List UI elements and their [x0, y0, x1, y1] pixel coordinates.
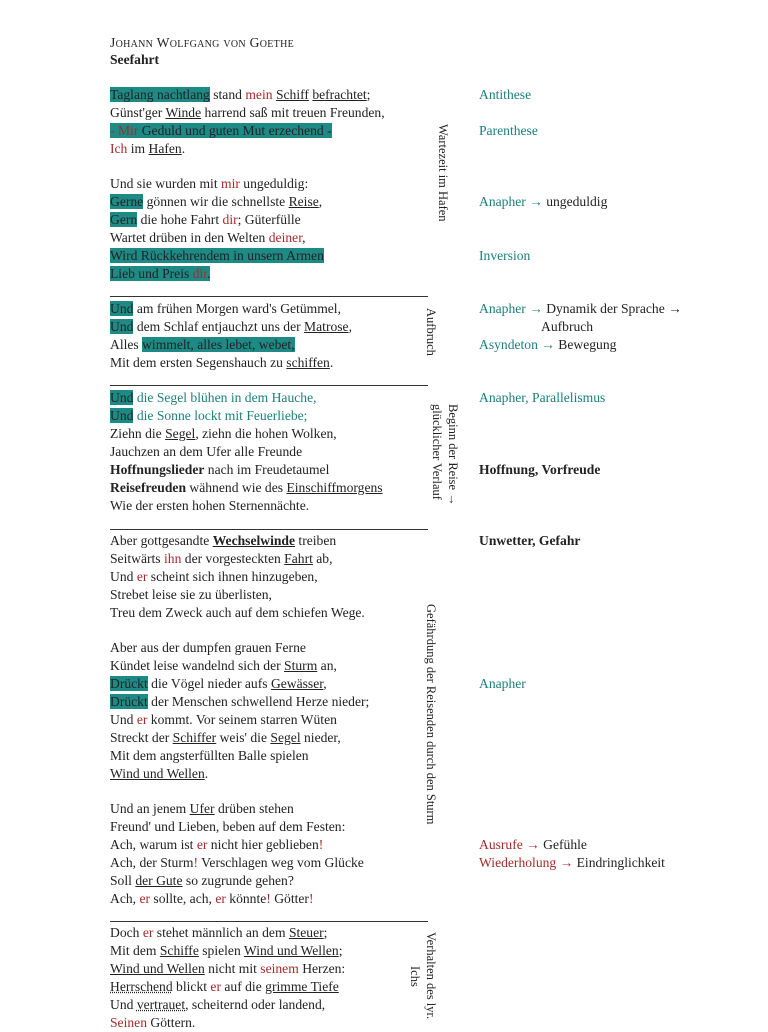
side-label-wartezeit: Wartezeit im Hafen: [436, 124, 450, 222]
note-anapher-dynamik: Anapher → Dynamik der Sprache →: [479, 301, 682, 316]
poem-line: Gerne gönnen wir die schnellste Reise,: [110, 194, 323, 209]
poem-line: Doch er stehet männlich an dem Steuer;: [110, 925, 328, 940]
note-inversion: Inversion: [479, 248, 531, 263]
poem-line: Ach, warum ist er nicht hier geblieben!: [110, 837, 324, 852]
note-anapher-parallelismus: Anapher, Parallelismus: [479, 390, 606, 405]
poem-line: Kündet leise wandelnd sich der Sturm an,: [110, 658, 337, 673]
poem-line: Gern die hohe Fahrt dir; Güterfülle: [110, 212, 301, 227]
side-label-aufbruch: Aufbruch: [424, 308, 438, 356]
poem-line: Seitwärts ihn der vorgesteckten Fahrt ab,: [110, 551, 333, 566]
poem-line: Und die Sonne lockt mit Feuerliebe;: [110, 408, 308, 423]
note-anapher-ungeduldig: Anapher → ungeduldig: [479, 194, 608, 209]
note-wiederholung: Wiederholung → Eindringlichkeit: [479, 855, 665, 870]
poem-line: Und am frühen Morgen ward's Getümmel,: [110, 301, 341, 316]
poem-line: Strebet leise sie zu überlisten,: [110, 587, 272, 602]
side-label-gefaehrdung: Gefährdung der Reisenden durch den Sturm: [424, 604, 438, 825]
note-parenthese: Parenthese: [479, 123, 538, 138]
poem-line: Hoffnungslieder nach im Freudetaumel: [110, 462, 330, 477]
poem-line: Mit dem Schiffe spielen Wind und Wellen;: [110, 943, 343, 958]
author-name: Johann Wolfgang von Goethe: [110, 35, 295, 50]
poem-title: Seefahrt: [110, 52, 160, 67]
poem-line: Herrschend blickt er auf die grimme Tiefe: [110, 979, 339, 994]
section-divider: [110, 529, 428, 530]
note-ausrufe: Ausrufe → Gefühle: [479, 837, 587, 852]
poem-line: Streckt der Schiffer weis' die Segel nieder,: [110, 730, 341, 745]
poem-line: Günst'ger Winde harrend saß mit treuen Freunden,: [110, 105, 385, 120]
poem-line: Drückt der Menschen schwellend Herze nieder;: [110, 694, 370, 709]
poem-line: Und sie wurden mit mir ungeduldig:: [110, 176, 309, 191]
poem-line: Und er scheint sich ihnen hinzugeben,: [110, 569, 318, 584]
poem-line: Mit dem angsterfüllten Balle spielen: [110, 748, 309, 763]
note-anapher: Anapher: [479, 676, 526, 691]
section-divider: [110, 921, 428, 922]
poem-line: Und die Segel blühen in dem Hauche,: [110, 390, 317, 405]
poem-line: Ziehn die Segel, ziehn die hohen Wolken,: [110, 426, 337, 441]
poem-line: Aber aus der dumpfen grauen Ferne: [110, 640, 306, 655]
side-label-verhalten: Verhalten des lyr.: [424, 932, 438, 1020]
note-asyndeton: Asyndeton → Bewegung: [479, 337, 617, 352]
poem-line: Jauchzen an dem Ufer alle Freunde: [110, 444, 303, 459]
note-aufbruch: Aufbruch: [541, 319, 594, 334]
poem-line: Wie der ersten hohen Sternennächte.: [110, 498, 310, 513]
note-unwetter: Unwetter, Gefahr: [479, 533, 581, 548]
poem-line: Ach, er sollte, ach, er könnte! Götter!: [110, 891, 314, 906]
poem-line: Treu dem Zweck auch auf dem schiefen Wege.: [110, 605, 365, 620]
poem-line: Reisefreuden wähnend wie des Einschiffmorgens: [110, 480, 383, 495]
poem-line: Aber gottgesandte Wechselwinde treiben: [110, 533, 337, 548]
section-divider: [110, 385, 428, 386]
poem-line: Wind und Wellen.: [110, 766, 209, 781]
poem-line: Seinen Göttern.: [110, 1015, 196, 1030]
poem-line: Und an jenem Ufer drüben stehen: [110, 801, 294, 816]
poem-line: Wird Rückkehrendem in unsern Armen: [110, 248, 324, 263]
poem-line: Ich im Hafen.: [110, 141, 186, 156]
poem-line: Und dem Schlaf entjauchzt uns der Matrose,: [110, 319, 352, 334]
poem-line: Wartet drüben in den Welten deiner,: [110, 230, 306, 245]
section-divider: [110, 296, 428, 297]
poem-line: Lieb und Preis dir.: [110, 266, 211, 281]
poem-line: Ach, der Sturm! Verschlagen weg vom Glücke: [110, 855, 364, 870]
poem-line: Alles wimmelt, alles lebet, webet,: [110, 337, 295, 352]
poem-line: Und er kommt. Vor seinem starren Wüten: [110, 712, 337, 727]
poem-line: Drückt die Vögel nieder aufs Gewässer,: [110, 676, 327, 691]
note-antithese: Antithese: [479, 87, 532, 102]
poem-line: Wind und Wellen nicht mit seinem Herzen:: [110, 961, 346, 976]
note-hoffnung: Hoffnung, Vorfreude: [479, 462, 601, 477]
poem-line: Freund' und Lieben, beben auf dem Festen:: [110, 819, 346, 834]
poem-line: Soll der Gute so zugrunde gehen?: [110, 873, 294, 888]
side-label-verlauf: glücklicher Verlauf: [430, 404, 444, 500]
poem-line: Und vertrauet, scheiternd oder landend,: [110, 997, 326, 1012]
poem-line: Taglang nachtlang stand mein Schiff befrachtet;: [110, 87, 371, 102]
side-label-ichs: Ichs: [408, 966, 422, 987]
poem-line: - Mir Geduld und guten Mut erzechend -: [110, 123, 332, 138]
side-label-beginn: Beginn der Reise →: [446, 404, 460, 506]
poem-line: Mit dem ersten Segenshauch zu schiffen.: [110, 355, 334, 370]
